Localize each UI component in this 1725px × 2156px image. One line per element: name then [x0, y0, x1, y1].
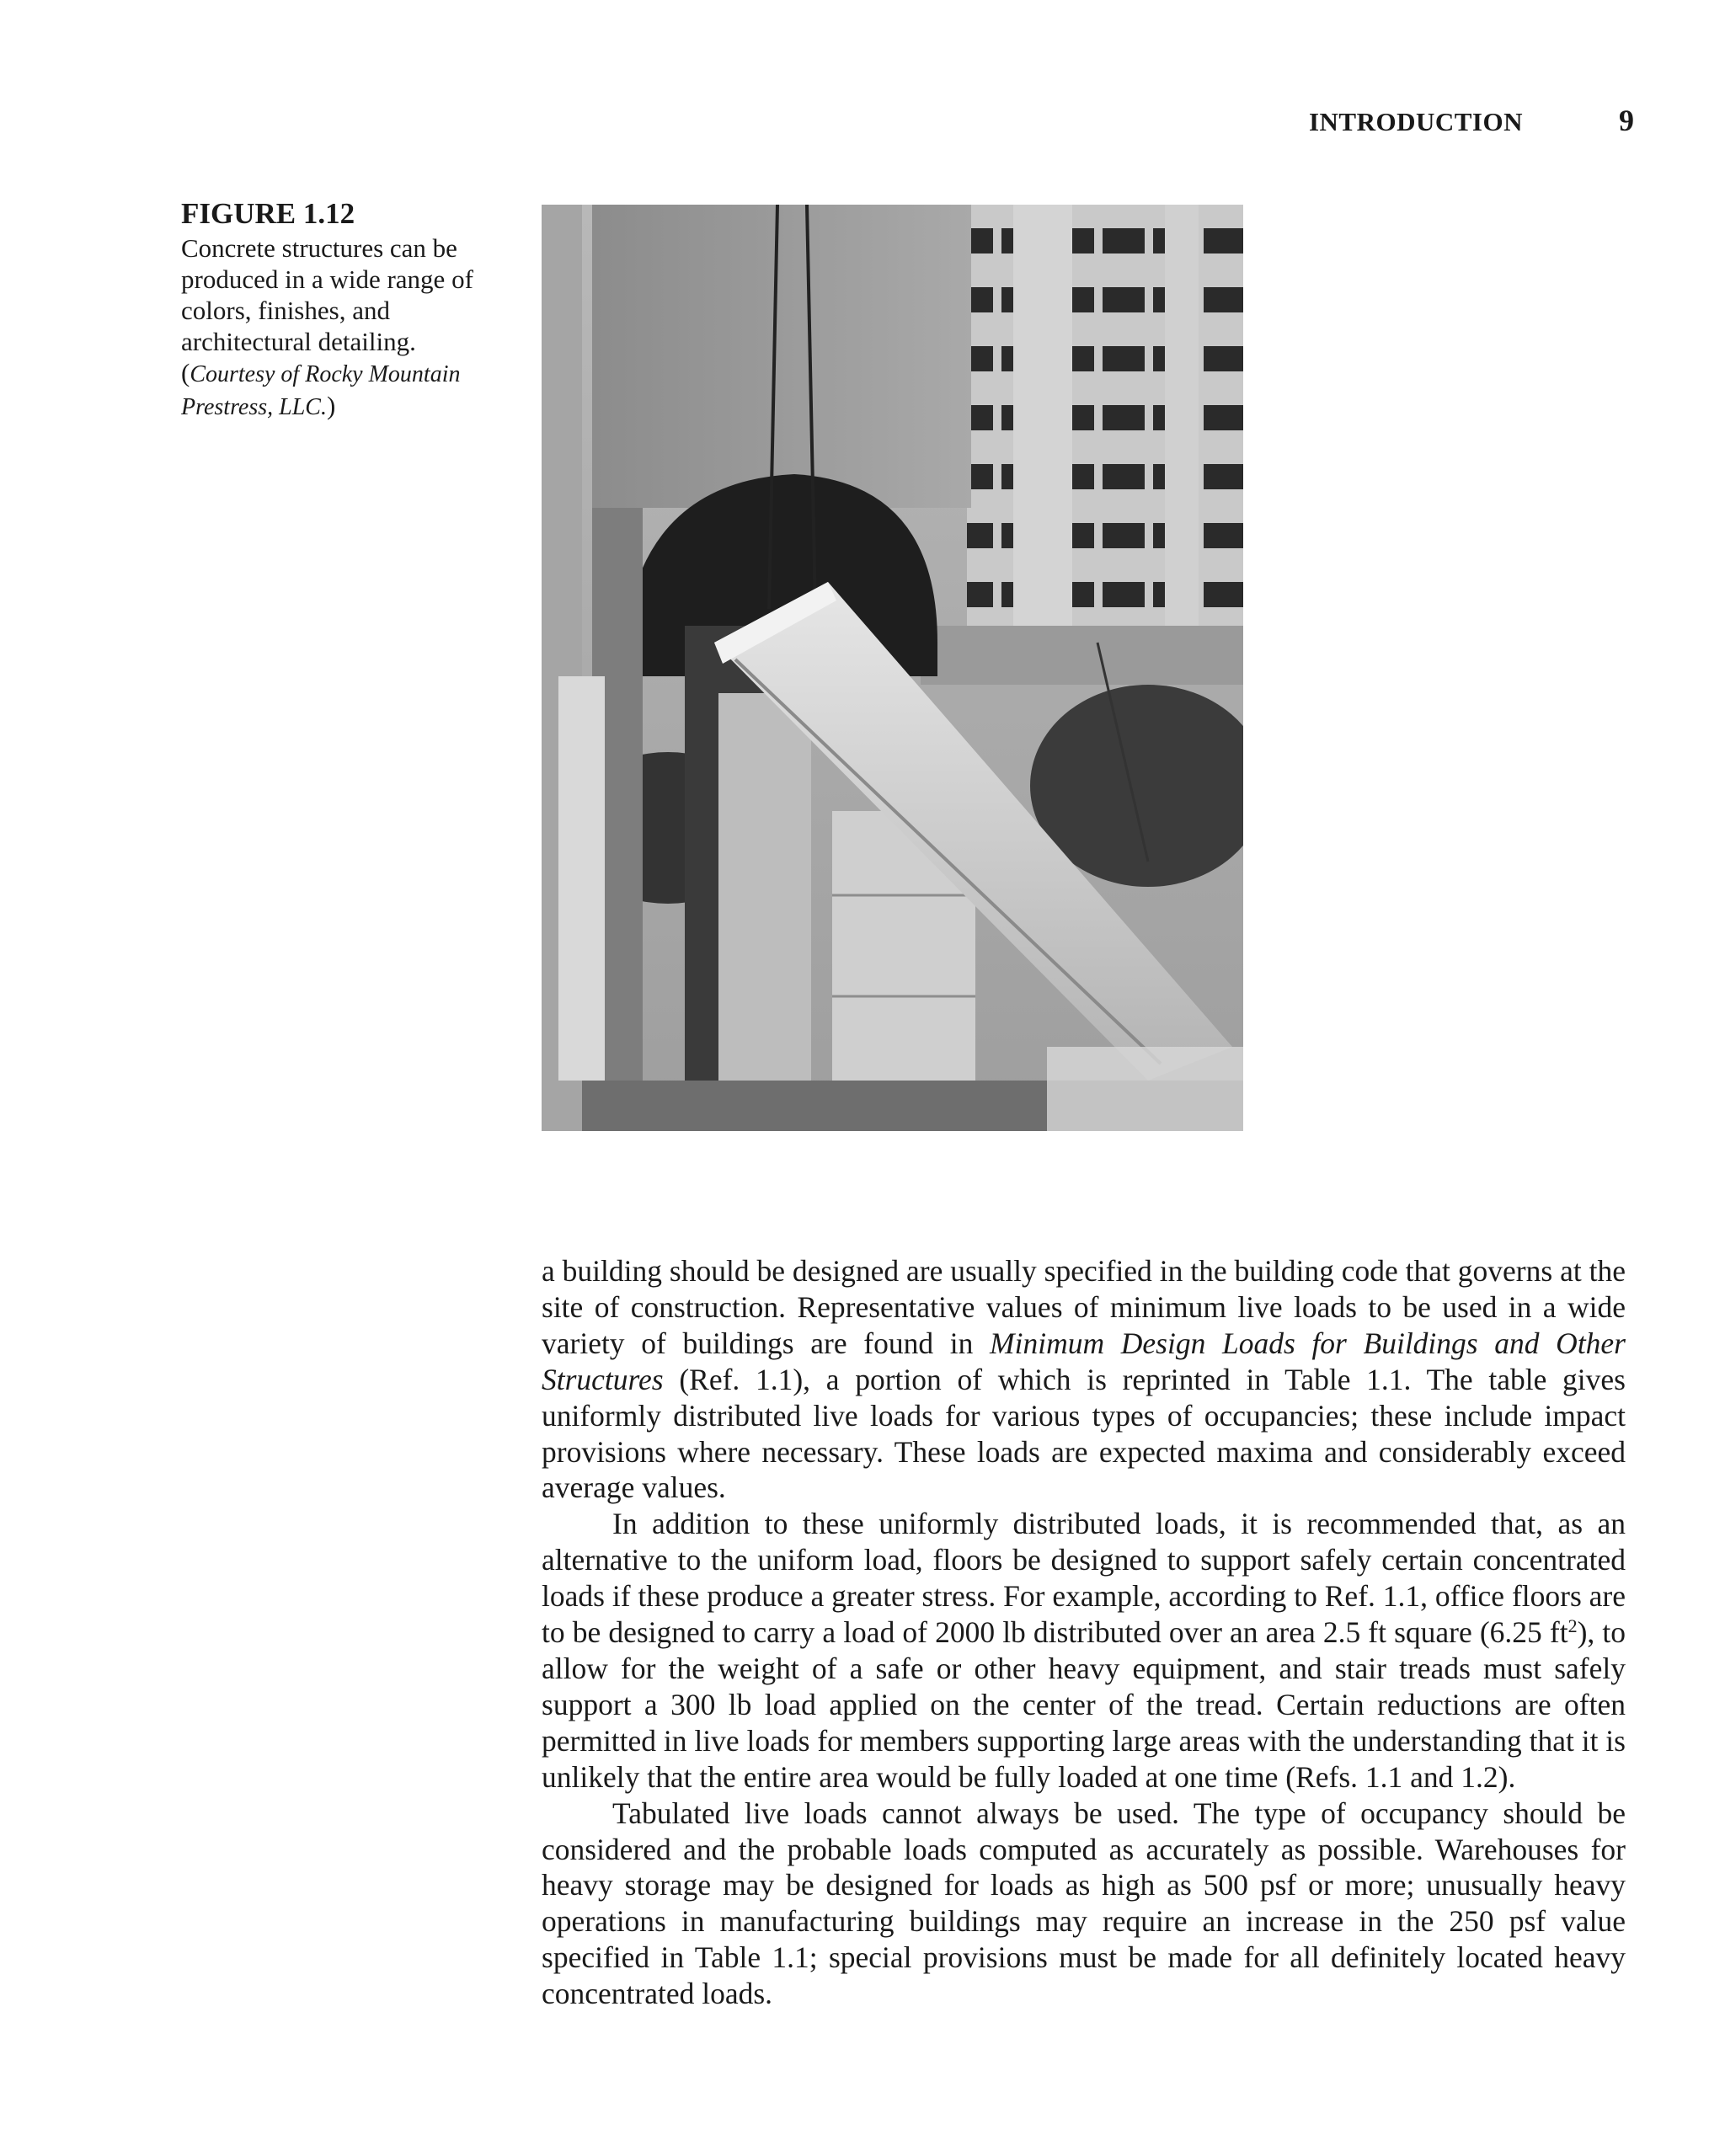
- figure-photo: [542, 205, 1243, 1131]
- paragraph-1-part-a: a building should be designed are usually specified in the building code that governs at the site of construction. Representative values of minimum live loads to be used in a wide variety of buildings are found in: [542, 1254, 1626, 1360]
- paragraph-1-part-b: (Ref. 1.1), a portion of which is reprinted in Table 1.1. The table gives uniformly distributed live loads for various types of occupancies; these include impact provisions where necessary. These loads are expected maxima and considerably exceed average values.: [542, 1362, 1626, 1505]
- credit-open: (: [181, 358, 190, 387]
- figure-caption: [181, 195, 484, 423]
- page-number: 9: [1619, 104, 1634, 137]
- paragraph-2-part-a: In addition to these uniformly distributed loads, it is recommended that, as an alternative to the uniform load, floors be designed to support safely certain concentrated loads if these produce a greater stress. For example, according to Ref. 1.1, office floors are to be designed to carry a load of 2000 lb distributed over an area 2.5 ft square (6.25 ft: [542, 1507, 1626, 1650]
- running-head: [0, 103, 1634, 138]
- paragraph-3: Tabulated live loads cannot always be used. The type of occupancy should be considered and the probable loads computed as accurately as possible. Warehouses for heavy storage may be designed for loads as high as 500 psf or more; unusually heavy operations in manufacturing buildings may require an increase in the 250 psf value specified in Table 1.1; special provisions must be made for all definitely located heavy concentrated loads.: [542, 1796, 1626, 2011]
- precast-stair-photo: [542, 205, 1243, 1131]
- figure-caption-text: Concrete structures can be produced in a wide range of colors, finishes, and architectural detailing.: [181, 233, 473, 356]
- figure-credit: Courtesy of Rocky Mountain Prestress, LLC.: [181, 361, 461, 420]
- figure-label: FIGURE 1.12: [181, 197, 355, 230]
- paragraph-1: [542, 1253, 1626, 1506]
- paragraph-2: [542, 1506, 1626, 1795]
- superscript: 2: [1567, 1615, 1578, 1637]
- paragraph-2-part-b: ), to allow for the weight of a safe or other heavy equipment, and stair treads must safely support a 300 lb load applied on the center of the tread. Certain reductions are often permitted in live loads for members supporting large areas with the understanding that it is unlikely that the entire area would be fully loaded at one time (Refs. 1.1 and 1.2).: [542, 1615, 1626, 1794]
- running-head-title: INTRODUCTION: [1308, 107, 1523, 136]
- credit-close: ): [326, 391, 336, 420]
- reference-title: Minimum Design Loads for Buildings and Other Structures: [542, 1326, 1626, 1396]
- body-text: [542, 1253, 1626, 2012]
